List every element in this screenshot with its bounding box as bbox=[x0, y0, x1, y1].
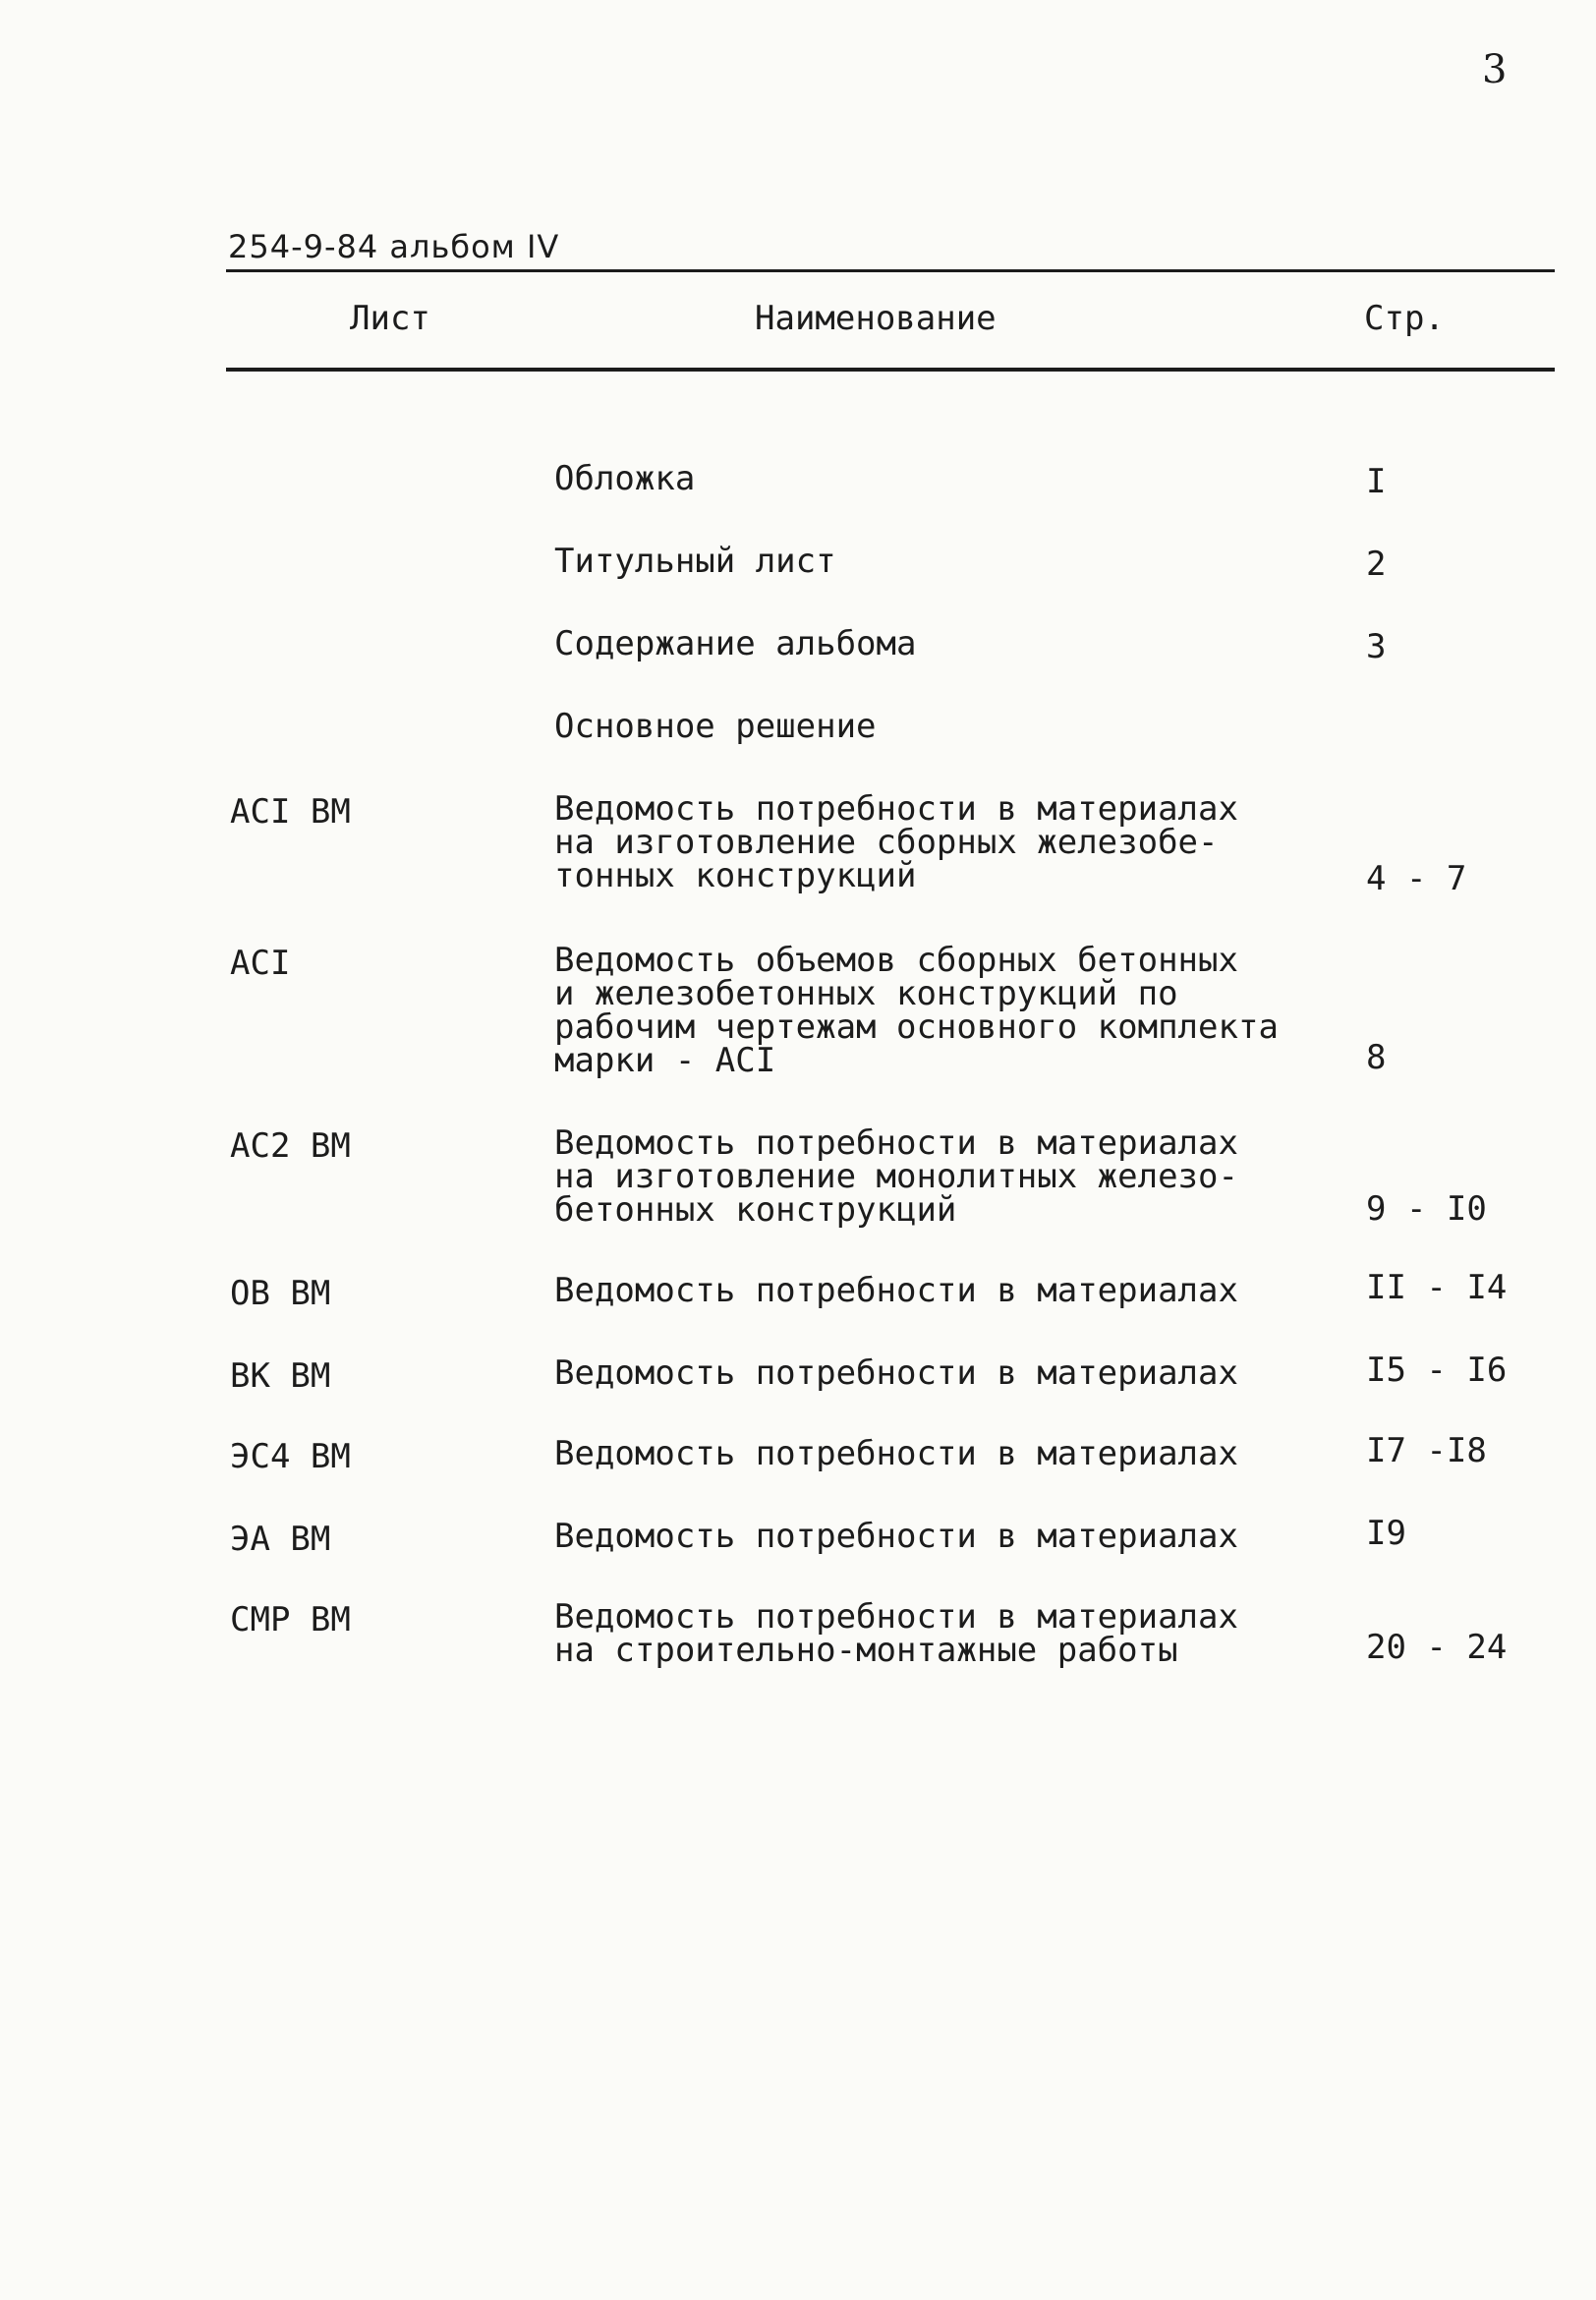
sheet-code: ACI ВМ bbox=[230, 792, 351, 832]
sheet-title: Ведомость потребности в материалах на изготовление монолитных железо- бетонных конструкций bbox=[554, 1123, 1238, 1230]
sheet-code: ЭА ВМ bbox=[230, 1520, 331, 1559]
page-range: I9 bbox=[1366, 1514, 1406, 1553]
sheet-code: ACI bbox=[230, 944, 291, 983]
sheet-title: Обложка bbox=[554, 459, 696, 498]
sheet-code: ВК ВМ bbox=[230, 1356, 331, 1396]
column-header-page: Стр. bbox=[1364, 299, 1445, 338]
sheet-title: Титульный лист bbox=[554, 542, 836, 581]
page-range: 3 bbox=[1366, 627, 1387, 666]
page-range: 2 bbox=[1366, 545, 1387, 584]
sheet-code: ЭС4 ВМ bbox=[230, 1437, 351, 1476]
column-header-sheet: Лист bbox=[350, 299, 430, 338]
sheet-title: Ведомость потребности в материалах bbox=[554, 1271, 1238, 1310]
page-range: 4 - 7 bbox=[1366, 859, 1467, 898]
page-range: I5 - I6 bbox=[1366, 1351, 1508, 1390]
sheet-title: Ведомость потребности в материалах bbox=[554, 1353, 1238, 1393]
sheet-title: Ведомость потребности в материалах на изготовление сборных железобе- тонных конструкций bbox=[554, 789, 1238, 895]
sheet-title: Ведомость потребности в материалах на строительно-монтажные работы bbox=[554, 1597, 1238, 1670]
column-header-name: Наименование bbox=[755, 299, 997, 338]
page-range: 9 - I0 bbox=[1366, 1189, 1487, 1229]
page-range: I7 -I8 bbox=[1366, 1431, 1487, 1470]
sheet-title: Основное решение bbox=[554, 707, 877, 746]
sheet-title: Ведомость объемов сборных бетонных и железобетонных конструкций по рабочим чертежам основного комплекта марки - ACI bbox=[554, 941, 1279, 1080]
sheet-code: AC2 ВМ bbox=[230, 1126, 351, 1166]
page-range: I bbox=[1366, 462, 1387, 501]
header-rule bbox=[226, 368, 1555, 372]
sheet-title: Ведомость потребности в материалах bbox=[554, 1434, 1238, 1473]
page-range: 20 - 24 bbox=[1366, 1628, 1508, 1667]
sheet-title: Ведомость потребности в материалах bbox=[554, 1517, 1238, 1556]
page-number: 3 bbox=[1482, 47, 1508, 92]
sheet-code: ОВ ВМ bbox=[230, 1274, 331, 1313]
page-range: II - I4 bbox=[1366, 1268, 1508, 1307]
document-code: 254-9-84 альбом IV bbox=[228, 228, 560, 265]
sheet-title: Содержание альбома bbox=[554, 624, 917, 663]
sheet-code: СМР ВМ bbox=[230, 1600, 351, 1639]
top-rule bbox=[226, 269, 1555, 272]
page-range: 8 bbox=[1366, 1038, 1387, 1077]
